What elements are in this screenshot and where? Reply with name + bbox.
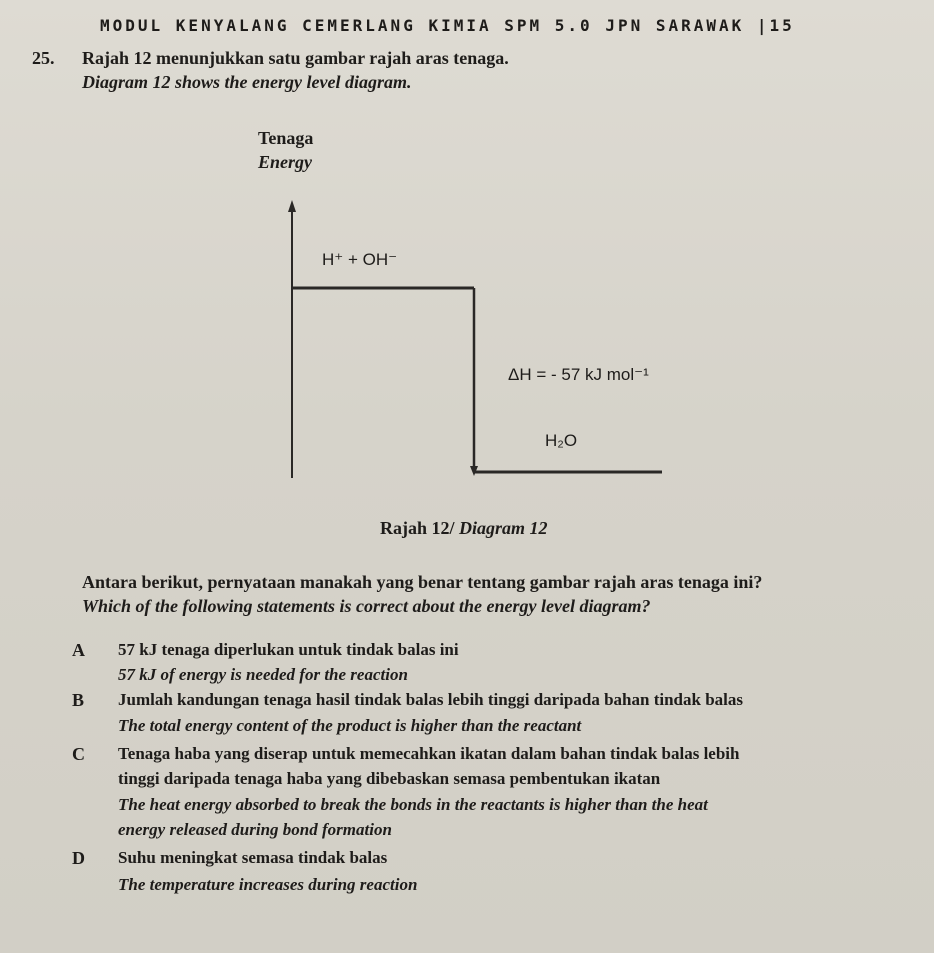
energy-axis-arrowhead: [288, 200, 296, 212]
option-d-malay: Suhu meningkat semasa tindak balas: [118, 848, 388, 867]
diagram-caption-english: Diagram 12: [459, 518, 548, 538]
prompt-english: Which of the following statements is correct about the energy level diagram?: [82, 596, 651, 616]
question-number: 25.: [32, 48, 55, 68]
option-a-english: 57 kJ of energy is needed for the reaction: [118, 665, 408, 684]
prompt-malay: Antara berikut, pernyataan manakah yang benar tentang gambar rajah aras tenaga ini?: [82, 572, 763, 592]
delta-h-label: ΔH = - 57 kJ mol⁻¹: [508, 365, 649, 384]
reactant-label: H⁺ + OH⁻: [322, 250, 398, 269]
diagram-caption-malay: Rajah 12/: [380, 518, 460, 538]
option-a-letter: A: [72, 640, 85, 660]
energy-axis-label-malay: Tenaga: [258, 128, 314, 148]
option-b-letter: B: [72, 690, 85, 710]
option-c-english-line-2: energy released during bond formation: [118, 820, 392, 839]
option-b-english: The total energy content of the product is higher than the reactant: [118, 716, 582, 735]
option-d-letter: D: [72, 848, 85, 868]
option-a-malay: 57 kJ tenaga diperlukan untuk tindak balas ini: [118, 640, 459, 659]
question-text-malay: Rajah 12 menunjukkan satu gambar rajah aras tenaga.: [82, 48, 509, 68]
option-c-english-line-1: The heat energy absorbed to break the bonds in the reactants is higher than the heat: [118, 795, 708, 814]
energy-axis-label-english: Energy: [258, 152, 312, 172]
page-header: MODUL KENYALANG CEMERLANG KIMIA SPM 5.0 JPN SARAWAK |15: [100, 16, 795, 35]
option-b-malay: Jumlah kandungan tenaga hasil tindak balas lebih tinggi daripada bahan tindak balas: [118, 690, 743, 709]
option-d-english: The temperature increases during reaction: [118, 875, 418, 894]
option-c-malay-line-1: Tenaga haba yang diserap untuk memecahkan ikatan dalam bahan tindak balas lebih: [118, 744, 740, 763]
option-c-malay-line-2: tinggi daripada tenaga haba yang dibebaskan semasa pembentukan ikatan: [118, 769, 661, 788]
product-label: H₂O: [545, 431, 578, 450]
question-text-english: Diagram 12 shows the energy level diagram.: [82, 72, 412, 92]
diagram-caption: [380, 518, 548, 539]
option-c-letter: C: [72, 744, 85, 764]
